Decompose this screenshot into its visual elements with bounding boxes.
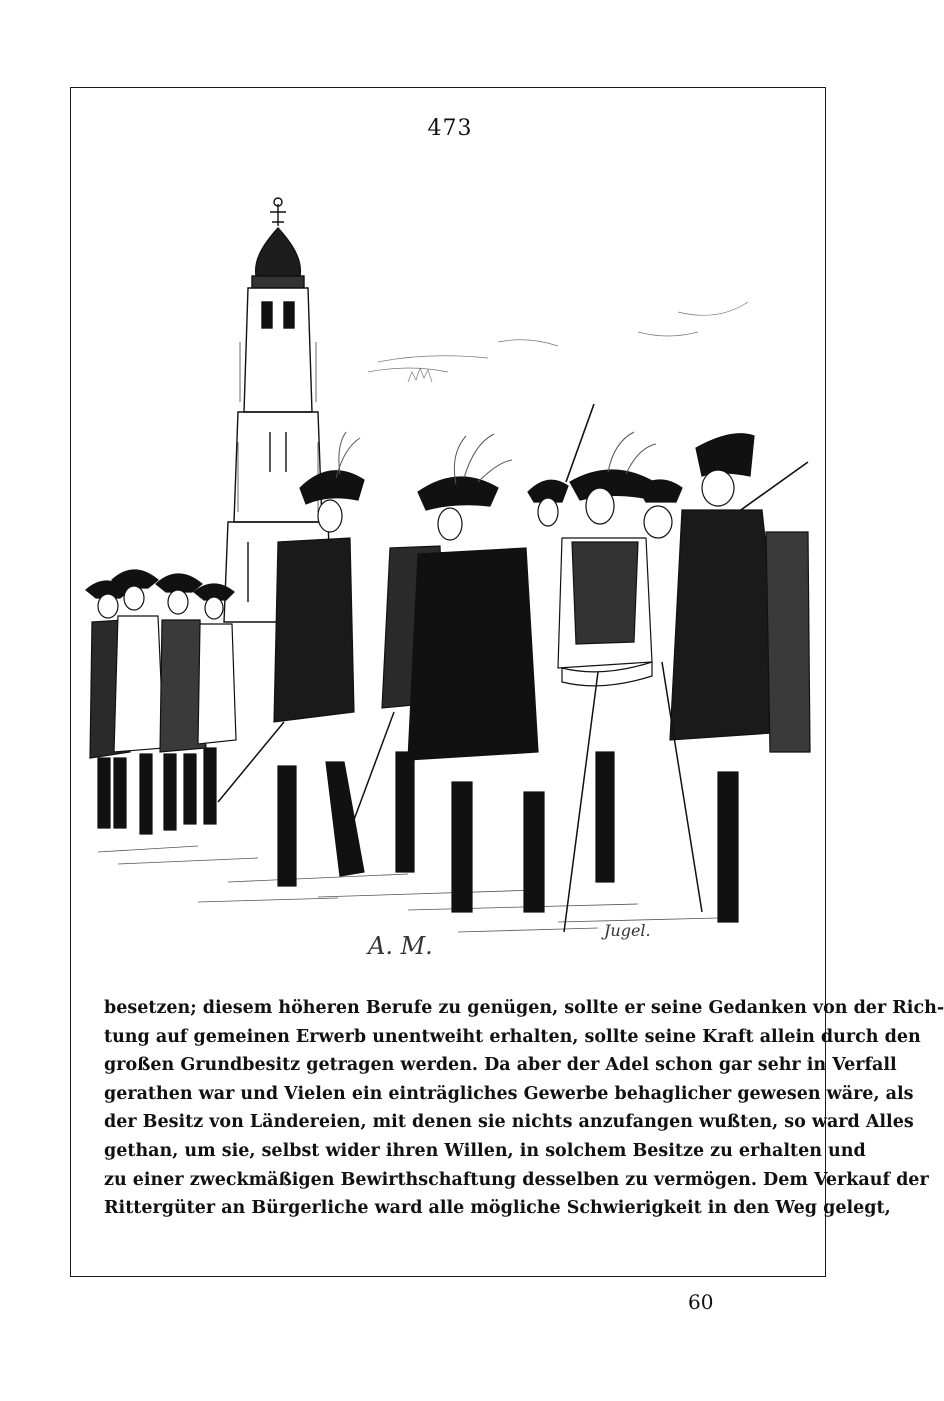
text-line: tung auf gemeinen Erwerb unentweiht erhalten, sollte seine Kraft allein durch den [104, 1026, 921, 1047]
text-line: gerathen war und Vielen ein einträgliches Gewerbe behaglicher gewesen wäre, als [104, 1083, 914, 1104]
printer-signature-mark: 60 [688, 1290, 714, 1314]
page-number: 473 [427, 116, 473, 141]
officer-group-center [218, 432, 810, 932]
text-line: gethan, um sie, selbst wider ihren Willen, in solchem Besitze zu erhalten und [104, 1140, 866, 1161]
artist-monogram: A. M. [368, 932, 433, 960]
body-text [104, 994, 944, 1223]
text-line: großen Grundbesitz getragen werden. Da aber der Adel schon gar sehr in Verfall [104, 1055, 897, 1076]
text-line: der Besitz von Ländereien, mit denen sie nichts anzufangen wußten, so ward Alles [104, 1112, 914, 1133]
text-line: Rittergüter an Bürgerliche ward alle mögliche Schwierigkeit in den Weg gelegt, [104, 1198, 891, 1219]
sky-sketch [368, 302, 748, 382]
illustration-soldiers-and-tower [78, 192, 818, 972]
soldier-group-left [86, 570, 236, 834]
text-line: zu einer zweckmäßigen Bewirthschaftung desselben zu vermögen. Dem Verkauf der [104, 1169, 929, 1190]
text-line: besetzen; diesem höheren Berufe zu genügen, sollte er seine Gedanken von der Rich- [104, 998, 944, 1018]
engraver-signature: Jugel. [604, 921, 651, 940]
